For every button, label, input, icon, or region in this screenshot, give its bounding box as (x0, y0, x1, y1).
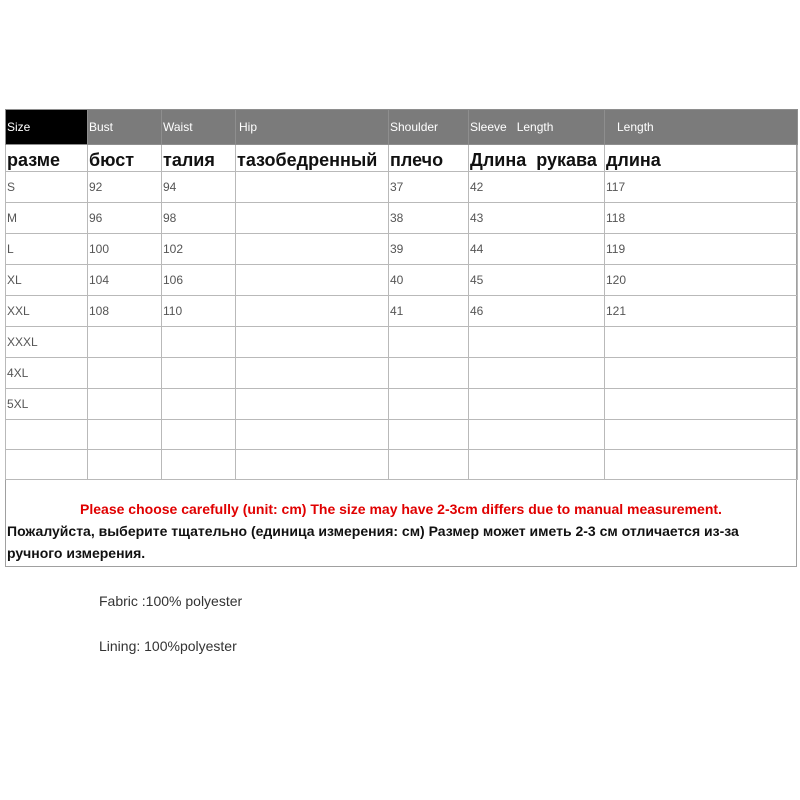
table-cell (88, 389, 162, 420)
header-hip: Hip (236, 110, 389, 145)
size-table (5, 109, 798, 480)
table-cell (236, 234, 389, 265)
table-cell (389, 389, 469, 420)
table-cell (389, 450, 469, 480)
table-cell: 42 (469, 172, 605, 203)
table-cell (605, 327, 798, 358)
header-shoulder: Shoulder (389, 110, 469, 145)
header-ru-hip: тазобедренный (236, 145, 389, 172)
table-row (6, 203, 798, 234)
table-cell: L (6, 234, 88, 265)
table-cell (88, 450, 162, 480)
header-ru-shoulder: плечо (389, 145, 469, 172)
table-cell: 44 (469, 234, 605, 265)
table-row (6, 420, 798, 450)
table-cell (236, 327, 389, 358)
table-row (6, 450, 798, 480)
table-cell: XXL (6, 296, 88, 327)
table-cell: 96 (88, 203, 162, 234)
table-cell: 37 (389, 172, 469, 203)
header-waist: Waist (162, 110, 236, 145)
table-cell: 41 (389, 296, 469, 327)
table-cell (88, 358, 162, 389)
table-cell (605, 420, 798, 450)
table-cell (162, 327, 236, 358)
fabric-info: Fabric :100% polyester (99, 593, 243, 609)
table-cell: 94 (162, 172, 236, 203)
table-cell: 45 (469, 265, 605, 296)
table-cell (389, 420, 469, 450)
table-cell (162, 420, 236, 450)
table-cell: 46 (469, 296, 605, 327)
table-cell (236, 420, 389, 450)
table-cell (236, 296, 389, 327)
table-cell: 117 (605, 172, 798, 203)
table-cell (236, 450, 389, 480)
table-row (6, 265, 798, 296)
table-row (6, 234, 798, 265)
header-ru-bust: бюст (88, 145, 162, 172)
table-row (6, 358, 798, 389)
table-cell: 108 (88, 296, 162, 327)
header-row-ru (6, 145, 798, 172)
table-cell (6, 420, 88, 450)
table-cell: XXXL (6, 327, 88, 358)
header-ru-length: длина (605, 145, 798, 172)
table-cell (6, 450, 88, 480)
table-cell: 118 (605, 203, 798, 234)
table-cell (162, 389, 236, 420)
header-size: Size (6, 110, 88, 145)
header-length: Length (605, 110, 798, 145)
table-cell (389, 327, 469, 358)
table-cell (469, 450, 605, 480)
table-cell (236, 265, 389, 296)
table-cell: XL (6, 265, 88, 296)
table-cell: 120 (605, 265, 798, 296)
table-cell (236, 203, 389, 234)
table-cell (605, 389, 798, 420)
table-cell: 98 (162, 203, 236, 234)
header-ru-waist: талия (162, 145, 236, 172)
table-cell: 110 (162, 296, 236, 327)
table-cell (469, 420, 605, 450)
table-cell: 39 (389, 234, 469, 265)
table-cell: 102 (162, 234, 236, 265)
table-cell (88, 327, 162, 358)
table-cell (88, 420, 162, 450)
table-cell: 100 (88, 234, 162, 265)
table-cell (236, 172, 389, 203)
header-ru-size: разме (6, 145, 88, 172)
table-cell (605, 450, 798, 480)
notes-block (6, 494, 796, 564)
table-cell: 121 (605, 296, 798, 327)
table-cell: 5XL (6, 389, 88, 420)
table-row (6, 172, 798, 203)
table-cell (162, 450, 236, 480)
table-cell: 92 (88, 172, 162, 203)
table-cell: M (6, 203, 88, 234)
header-ru-sleeve-length: Длина рукава (469, 145, 605, 172)
table-cell (236, 358, 389, 389)
header-row-en (6, 110, 798, 145)
table-cell: 104 (88, 265, 162, 296)
table-cell: 40 (389, 265, 469, 296)
table-cell (162, 358, 236, 389)
table-cell (469, 358, 605, 389)
table-cell (469, 389, 605, 420)
header-sleeve-length: Sleeve Length (469, 110, 605, 145)
table-cell: 4XL (6, 358, 88, 389)
table-cell: 43 (469, 203, 605, 234)
lining-info: Lining: 100%polyester (99, 638, 237, 654)
table-cell: 106 (162, 265, 236, 296)
table-cell: 119 (605, 234, 798, 265)
table-row (6, 389, 798, 420)
table-cell (236, 389, 389, 420)
table-cell: 38 (389, 203, 469, 234)
table-cell (389, 358, 469, 389)
size-chart (5, 109, 797, 567)
table-row (6, 296, 798, 327)
table-row (6, 327, 798, 358)
note-russian: Пожалуйста, выберите тщательно (единица измерения: см) Размер может иметь 2-3 см отличается из-за ручного измерения. (7, 523, 739, 561)
table-cell (469, 327, 605, 358)
header-bust: Bust (88, 110, 162, 145)
table-cell (605, 358, 798, 389)
table-cell: S (6, 172, 88, 203)
note-english: Please choose carefully (unit: cm) The size may have 2-3cm differs due to manual measurement. (80, 501, 722, 517)
